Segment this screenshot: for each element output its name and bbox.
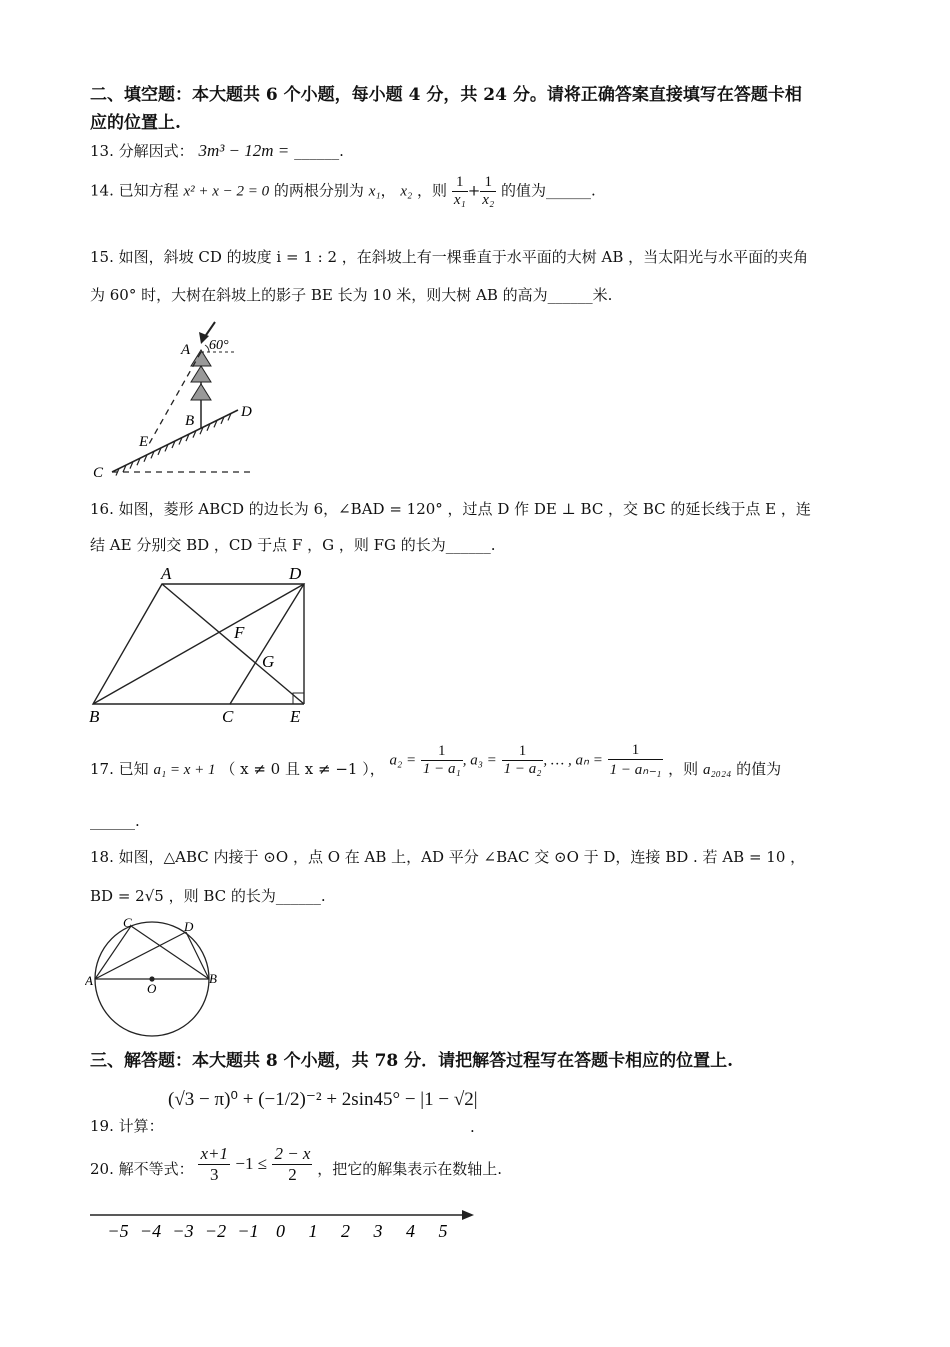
q20-number: 20. [90,1160,114,1178]
q17-number: 17. [90,760,114,778]
tick-label: 4 [406,1221,415,1241]
q17-text2: ，则 [668,760,699,778]
label-f: F [234,623,245,642]
q14-text3: ，则 [417,181,448,200]
q20-fraction-left: $\frac{x+1}{3}$ [200,1144,228,1184]
q17-a3: , a₃ = [462,752,497,769]
q20-middle: −1 ≤ [235,1154,268,1173]
tree-foliage-bottom [191,384,211,400]
section2-heading-line1: 二、填空题：本大题共 6 个小题，每小题 4 分，共 24 分。请将正确答案直接填写在答题卡相 [90,85,802,105]
segment-ad [95,932,186,979]
label-d: D [241,404,252,420]
tree-foliage-middle [191,366,211,382]
q19-number: 19. [90,1117,114,1135]
label-e: E [139,434,149,450]
q14-plus: + [467,181,481,200]
section3-heading: 三、解答题：本大题共 8 个小题，共 78 分．请把解答过程写在答题卡相应的位置上. [90,1051,734,1071]
q20-inequality [198,1144,312,1185]
q17-tail [668,758,781,779]
q17-condition: （ x ≠ 0 且 x ≠ −1 ）， [220,760,385,778]
q17-fraction-an: $\frac{1}{\text{1 − aₙ₋₁}}$ [609,742,662,778]
q13-expression: 3m³ − 12m = [198,141,290,160]
q17-a2: a₂ = [389,752,417,769]
q17-text3: 的值为 [736,760,782,778]
label-d: D [184,919,194,934]
label-e: E [290,707,301,726]
number-line-arrow-icon [462,1210,474,1220]
q18-line2: BD = 2√5 ，则 BC 的长为______. [90,887,326,905]
tick-label: 3 [373,1221,383,1241]
tick-label: −4 [139,1221,162,1241]
question-20 [90,1144,502,1185]
q16-line1: 16. 如图，菱形 ABCD 的边长为 6，∠BAD = 120° ，过点 D 作 DE ⊥ BC ，交 BC 的延长线于点 E ，连 [90,500,811,518]
q19-expression: (√3 − π)⁰ + (−1/2)⁻² + 2sin45° − |1 − √2| [168,1089,478,1110]
section2-heading-line2: 应的位置上. [90,113,181,133]
q14-sep: ， [380,181,396,200]
tick-label: −2 [204,1221,227,1241]
q16-line2: 结 AE 分别交 BD ，CD 于点 F ，G ，则 FG 的长为______. [90,536,496,554]
segment-ae [162,584,304,704]
label-b: B [89,707,100,726]
q20-intro [90,1158,194,1185]
label-g: G [262,652,275,671]
question-13 [90,140,344,161]
tick-label: −5 [107,1221,129,1241]
label-c: C [222,707,234,726]
q17-recurrence [389,742,663,779]
q14-number: 14. [90,181,114,200]
label-a: A [85,973,93,988]
number-line [88,1205,488,1245]
q14-fraction-2: $\frac{1}{\text{x₂}}$ [482,174,495,208]
q17-blank: ______. [90,812,140,830]
q20-text: 解不等式： [118,1160,194,1178]
q17-fraction-a2: $\frac{1}{\text{1 − a₁}}$ [422,743,461,777]
label-b: B [185,413,195,429]
q13-text: 分解因式： [118,142,194,160]
label-c: C [123,915,132,930]
label-d: D [289,564,302,583]
q13-blank: ______. [294,142,344,160]
tick-label: −3 [172,1221,194,1241]
question-14 [90,174,596,209]
q20-fraction-right: $\frac{2 - x}{2}$ [274,1144,311,1184]
q14-equation: x² + x − 2 = 0 [183,183,270,200]
q17-a1: a₁ = x + 1 [153,762,216,778]
q14-x2: x₂ [400,183,413,200]
q14-x1: x₁ [368,183,381,200]
q19-text: 计算： [118,1117,164,1135]
segment-db [186,932,209,979]
q17-intro [90,758,385,779]
q13-number: 13. [90,142,114,160]
q19-end: . [470,1118,475,1136]
q15-line2: 为 60° 时，大树在斜坡上的影子 BE 长为 10 米，则大树 AB 的高为______米. [90,286,613,304]
q17-fraction-a3: $\frac{1}{\text{1 − a₂}}$ [503,743,542,777]
tick-label: −1 [237,1221,259,1241]
q19-label [90,1115,164,1136]
q14-text4: 的值为______. [500,181,596,200]
q17-an: , … , aₙ = [543,752,603,769]
label-o: O [147,981,157,996]
tick-label: 5 [438,1221,448,1241]
segment-ac [95,926,131,979]
q15-slope-figure [85,312,275,482]
question-17 [90,742,781,779]
diagonal-bd [93,584,304,704]
q17-text1: 已知 [118,760,149,778]
tick-label: 0 [276,1221,285,1241]
label-a: A [161,564,172,583]
tick-label: 2 [341,1221,350,1241]
q16-rhombus-figure [85,562,315,730]
label-a: A [181,342,191,358]
tick-label: 1 [308,1221,318,1241]
label-angle-60: 60° [209,338,229,353]
segment-cb [131,926,209,979]
q20-text2: ，把它的解集表示在数轴上. [317,1160,503,1178]
q18-line1: 18. 如图，△ABC 内接于 ⊙O ，点 O 在 AB 上，AD 平分 ∠BAC 交 ⊙O 于 D，连接 BD . 若 AB = 10 ， [90,848,806,866]
q18-circle-figure [85,915,225,1037]
q14-fraction-1: $\frac{1}{\text{x₁}}$ [453,174,466,208]
label-b: B [209,971,217,986]
q14-text2: 的两根分别为 [273,181,364,200]
q15-line1: 15. 如图，斜坡 CD 的坡度 i = 1 : 2 ，在斜坡上有一棵垂直于水平面的大树 AB ，当太阳光与水平面的夹角 [90,248,809,266]
label-c: C [93,465,104,481]
q14-text1: 已知方程 [118,181,179,200]
q17-a2024: a₂₀₂₄ [702,762,732,778]
